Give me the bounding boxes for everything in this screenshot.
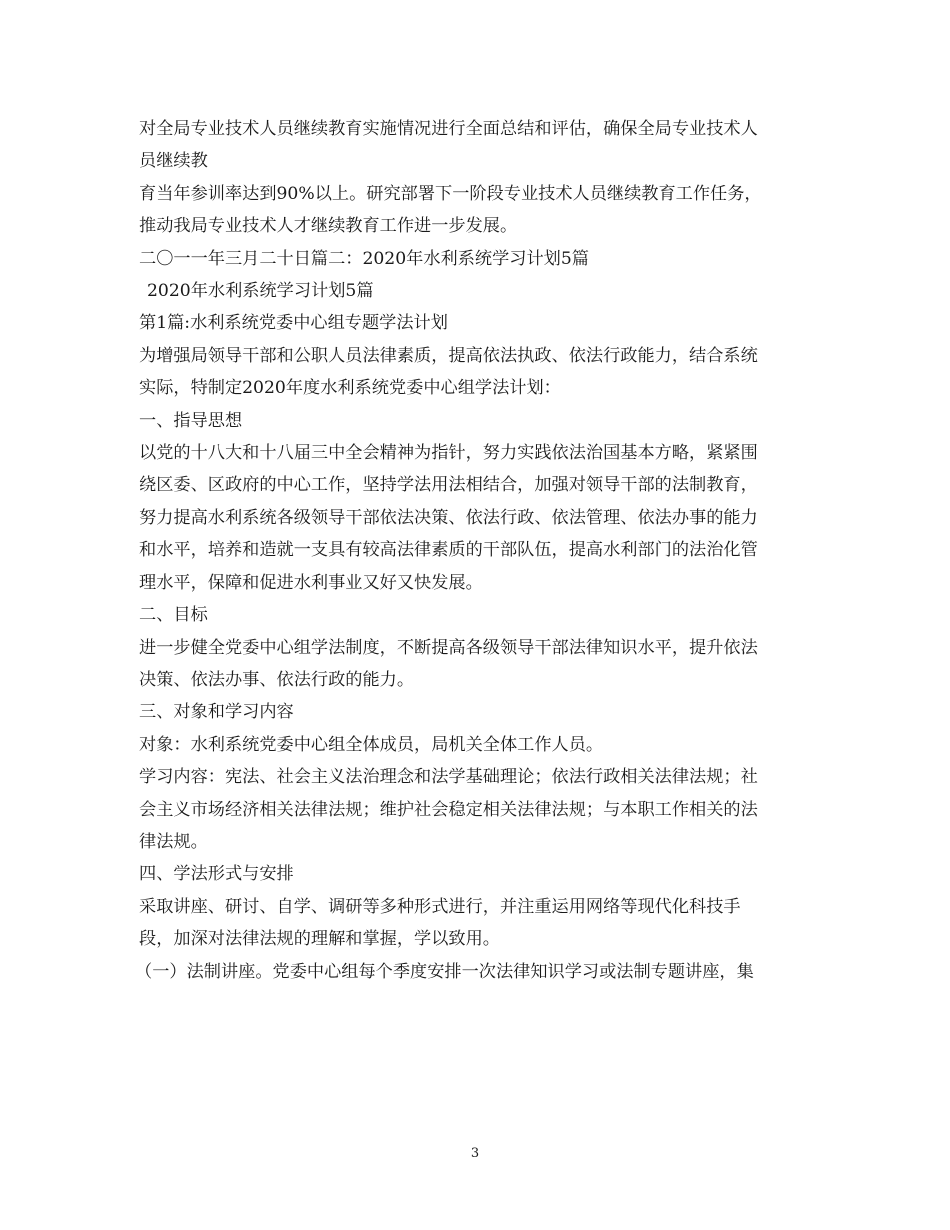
body-line-3: 育当年参训率达到90%以上。研究部署下一阶段专业技术人员继续教育工作任务，: [139, 183, 762, 204]
body-line-14: 和水平，培养和造就一支具有较高法律素质的干部队伍，提高水利部门的法治化管: [139, 540, 758, 561]
heading-goal: 二、目标: [139, 605, 208, 626]
body-line-27: （一）法制讲座。党委中心组每个季度安排一次法律知识学习或法制专题讲座，集: [135, 961, 754, 982]
heading-guiding-thought: 一、指导思想: [139, 410, 243, 431]
body-line-5: 二〇一一年三月二十日篇二：2020年水利系统学习计划5篇: [139, 248, 589, 269]
body-line-9: 实际，特制定2020年度水利系统党委中心组学法计划：: [139, 378, 561, 399]
body-line-20: 对象：水利系统党委中心组全体成员，局机关全体工作人员。: [139, 734, 604, 755]
page-number: 3: [470, 1146, 480, 1161]
section-heading-plan: 2020年水利系统学习计划5篇: [147, 281, 374, 302]
body-line-13: 努力提高水利系统各级领导干部依法决策、依法行政、依法管理、依法办事的能力: [139, 507, 758, 528]
body-line-12: 绕区委、区政府的中心工作，坚持学法用法相结合，加强对领导干部的法制教育，: [139, 475, 758, 496]
body-line-17: 进一步健全党委中心组学法制度，不断提高各级领导干部法律知识水平，提升依法: [139, 637, 758, 658]
body-line-26: 段，加深对法律法规的理解和掌握，学以致用。: [139, 929, 500, 950]
body-line-1: 对全局专业技术人员继续教育实施情况进行全面总结和评估，确保全局专业技术人: [139, 119, 758, 139]
body-line-2: 员继续教: [139, 151, 208, 172]
article-title: 第1篇:水利系统党委中心组专题学法计划: [139, 313, 448, 334]
body-line-4: 推动我局专业技术人才继续教育工作进一步发展。: [139, 216, 518, 237]
heading-targets-content: 三、对象和学习内容: [139, 702, 294, 723]
body-line-11: 以党的十八大和十八届三中全会精神为指针，努力实践依法治国基本方略，紧紧围: [139, 443, 758, 464]
heading-forms-arrangement: 四、学法形式与安排: [139, 864, 294, 885]
body-line-25: 采取讲座、研讨、自学、调研等多种形式进行，并注重运用网络等现代化科技手: [139, 896, 741, 917]
body-line-15: 理水平，保障和促进水利事业又好又快发展。: [139, 572, 483, 593]
body-line-8: 为增强局领导干部和公职人员法律素质，提高依法执政、依法行政能力，结合系统: [139, 345, 758, 366]
body-line-23: 律法规。: [139, 831, 208, 852]
body-line-21: 学习内容：宪法、社会主义法治理念和法学基础理论；依法行政相关法律法规；社: [139, 767, 758, 788]
body-line-18: 决策、依法办事、依法行政的能力。: [139, 669, 415, 690]
document-body: [135, 113, 819, 988]
body-line-22: 会主义市场经济相关法律法规；维护社会稳定相关法律法规；与本职工作相关的法: [139, 799, 758, 820]
